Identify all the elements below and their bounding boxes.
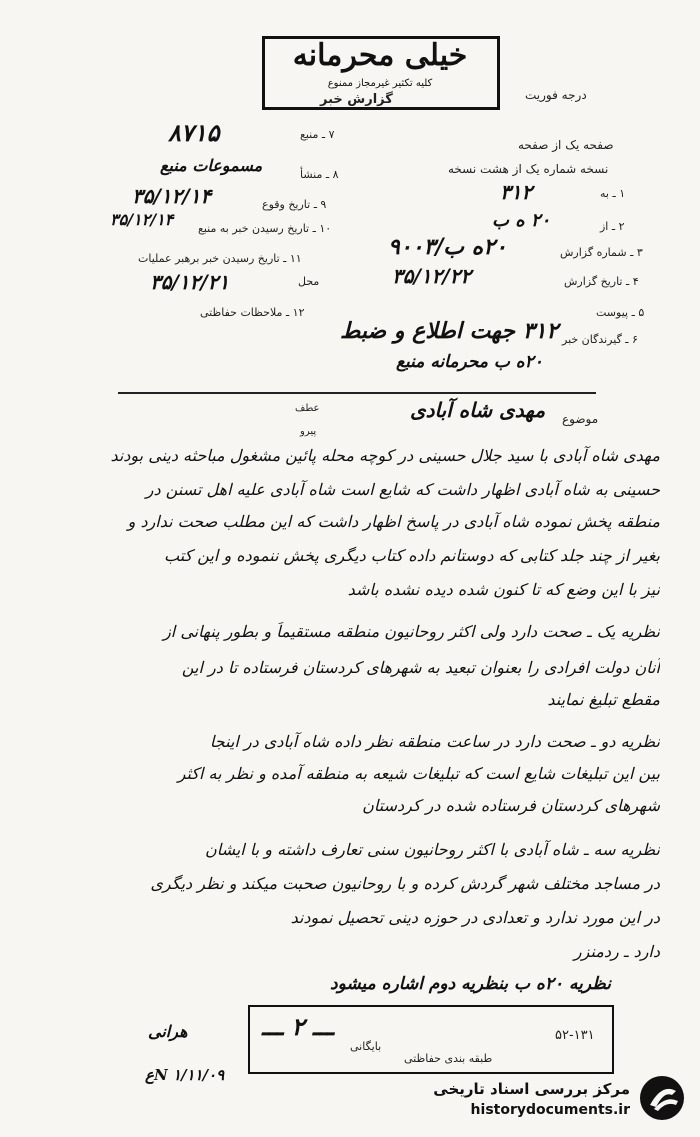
field-label-place: محل [298, 275, 320, 288]
body-line: مهدی شاه آبادی با سید جلال حسینی در کوچه محله پائین مشغول مباحثه دینی بودند [110, 446, 660, 465]
body-line: آنان دولت افرادی را بعنوان تبعید به شهرهای کردستان فرستاده تا در این [181, 658, 660, 677]
footer-form-note: طبقه بندی حفاظتی [404, 1052, 493, 1065]
field-label-from: ۲ ـ از [600, 220, 625, 233]
field-label-report-date: ۴ ـ تاریخ گزارش [564, 275, 639, 288]
body-line: نظریه یک ـ صحت دارد ولی اکثر روحانیون منطقه مستقیماً و بطور پنهانی از [163, 622, 660, 641]
archive-logo-icon [636, 1073, 688, 1123]
field-value-to: ۳۱۲ [500, 180, 533, 204]
body-line: دارد ـ ردمنزر [573, 942, 660, 961]
body-line: نظریه سه ـ شاه آبادی با اکثر روحانیون سنی تعارف داشته و با ایشان [204, 840, 660, 859]
extra-recipient: ۲۰ه ب محرمانه منبع [396, 352, 543, 372]
archive-url: historydocuments.ir [470, 1102, 630, 1118]
body-line: شهرهای کردستان فرستاده شده در کردستان [362, 796, 660, 815]
copy-label: نسخه شماره یک از هشت نسخه [448, 162, 609, 176]
field-label-source: ۷ ـ منبع [300, 128, 335, 141]
field-label-event-date: ۹ ـ تاریخ وقوع [262, 198, 327, 211]
left-margin-mark: هرانی [148, 1022, 188, 1041]
report-type-label: گزارش خبر [320, 92, 393, 107]
body-line: مقطع تبلیغ نمایند [547, 690, 660, 709]
body-line: منطقه پخش نموده شاه آبادی در پاسخ اظهار داشت که این مطلب صحت ندارد و [127, 512, 660, 531]
field-label-recipients: ۶ ـ گیرندگان خبر [562, 333, 638, 346]
field-label-received-source: ۱۰ ـ تاریخ رسیدن خبر به منبع [198, 222, 332, 235]
field-label-origin: ۸ ـ منشأ [300, 168, 339, 181]
priority-label: درجه فوریت [525, 88, 587, 102]
body-line: در مساجد مختلف شهر گردش کرده و با روحانیون صحبت میکند و نظر دیگری [150, 874, 660, 893]
attach-label: عطف [295, 403, 320, 414]
archive-name: مرکز بررسی اسناد تاریخی [433, 1080, 630, 1098]
bottom-margin-mark: ۱/۱۱/۰۹ Nع [145, 1066, 225, 1084]
footer-code: ۵۲-۱۳۱ [555, 1028, 595, 1043]
field-label-security-notes: ۱۲ ـ ملاحظات حفاظتی [200, 306, 305, 319]
body-line: بین این تبلیغات شایع است که تبلیغات شیعه به منطقه آمده و نظر به اکثر [177, 764, 660, 783]
follow-label: پیرو [300, 426, 317, 437]
field-label-report-number: ۳ ـ شماره گزارش [560, 246, 643, 259]
field-label-attachment: ۵ ـ پیوست [596, 306, 645, 319]
field-value-received-source: ۳۵/۱۲/۱۴ [110, 210, 174, 229]
field-label-to: ۱ ـ به [600, 187, 626, 200]
body-line: حسینی به شاه آبادی اظهار داشت که شایع است شاه آبادی علیه اهل تسنن در [145, 480, 660, 499]
subject-value: مهدی شاه آبادی [410, 398, 546, 422]
body-line: نظریه دو ـ صحت دارد در ساعت منطقه نظر داده شاه آبادی در اینجا [209, 732, 660, 751]
field-value-source: ۸۷۱۵ [168, 118, 220, 147]
body-line: در این مورد ندارد و تعدادی در حوزه دینی تحصیل نمودند [290, 908, 660, 927]
footer-page-note: بایگانی [350, 1040, 382, 1053]
field-value-report-date: ۳۵/۱۲/۲۲ [392, 264, 472, 288]
page-label: صفحه یک از صفحه [518, 138, 614, 152]
field-value-place: ۳۵/۱۲/۲۱ [150, 270, 230, 294]
subject-label: موضوع [562, 412, 599, 426]
field-value-recipients: ۳۱۲ جهت اطلاع و ضبط [340, 318, 559, 344]
field-label-received-ops: ۱۱ ـ تاریخ رسیدن خبر برهبر عملیات [138, 252, 302, 265]
signature-scribble: ـــ ۲ ـــ [262, 1012, 334, 1041]
field-value-event-date: ۳۵/۱۲/۱۴ [132, 184, 212, 208]
field-value-origin: مسموعات منبع [160, 156, 263, 175]
signature-line: نظریه ۲۰ه ب بنظریه دوم اشاره میشود [330, 974, 611, 994]
header-divider [118, 392, 596, 394]
classification-subtitle: کلیه تکثیر غیرمجاز ممنوع [327, 78, 433, 89]
field-value-report-number: ۲۰ه ب/۹۰۰۳ [388, 234, 507, 260]
body-line: بغیر از چند جلد کتابی که دوستانم داده کتاب دیگری پخش ننموده و این کتب [164, 546, 660, 565]
body-line: نیز با این وضع که تا کنون شده دیده نشده باشد [347, 580, 660, 599]
field-value-from: ۲۰ ه ب [492, 210, 551, 231]
classification-label: خیلی محرمانه [292, 38, 468, 73]
